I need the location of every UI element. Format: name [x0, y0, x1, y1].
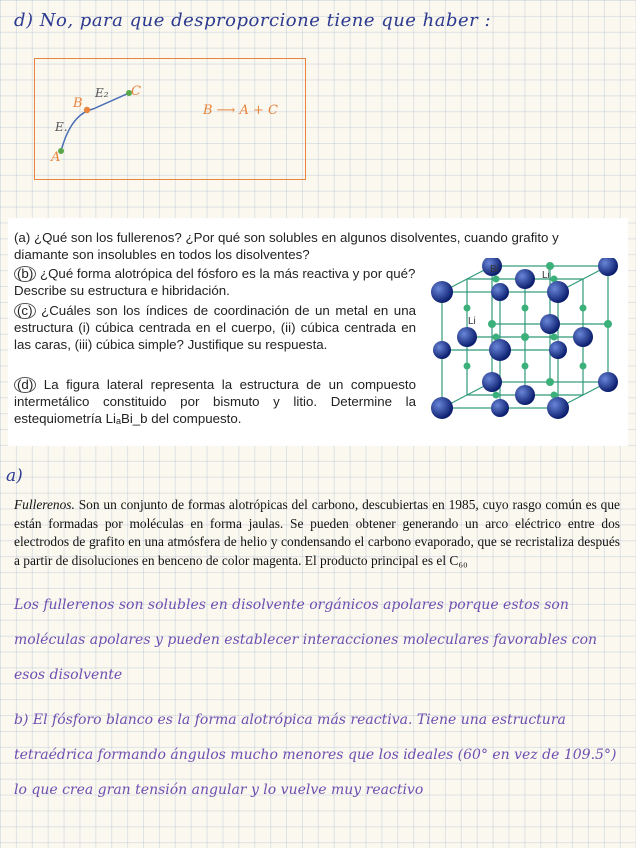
energy-diagram: [35, 59, 307, 181]
question-d: [14, 376, 416, 427]
handwritten-b-line-2: tetraédrica formando ángulos mucho menores que los ideales (60° en vez de 109.5°): [14, 747, 617, 763]
question-d-letter: (d): [14, 377, 36, 393]
handwritten-b-line-1: b) El fósforo blanco es la forma alotrópica más reactiva. Tiene una estructura: [14, 712, 566, 728]
point-b: [84, 107, 90, 113]
handwritten-a-line-3: esos disolvente: [14, 667, 123, 683]
question-panel: [8, 218, 628, 446]
fullerenes-body: Son un conjunto de formas alotrópicas del carbono, descubiertas en 1985, cuyo rasgo común es que están formadas por moléculas en forma jaulas. Se pueden obtener generando un arco eléctrico entre dos electrodos de grafito en una atmósfera de helio y condensando el carbono evaporado, que se recristaliza después a partir de disoluciones en benceno de color magenta. El producto principal es el C₆₀: [14, 497, 620, 568]
fullerenes-definition: [14, 496, 620, 570]
crystal-label-bi: Bi: [490, 264, 499, 275]
question-d-text: La figura lateral representa la estructura de un compuesto intermetálico constituido por bismuto y litio. Determine la estequiometría LiₐBi_b del compuesto.: [14, 377, 416, 426]
handwritten-a-line-1: Los fullerenos son solubles en disolvente orgánicos apolares porque estos son: [14, 597, 569, 613]
label-c: C: [131, 84, 141, 99]
crystal-structure-figure: [428, 258, 624, 434]
question-a-letter: (a): [14, 230, 31, 245]
question-b-letter: (b): [14, 266, 36, 282]
question-c: [14, 302, 416, 353]
handwritten-b-line-3: lo que crea gran tensión angular y lo vuelve muy reactivo: [14, 782, 424, 798]
label-e1: E.: [55, 120, 68, 134]
crystal-label-li-side: Li: [468, 316, 476, 327]
question-a-text: ¿Qué son los fullerenos? ¿Por qué son solubles en algunos disolventes, cuando grafito y diamante son insolubles en todos los disolventes?: [14, 230, 559, 262]
question-b-text: ¿Qué forma alotrópica del fósforo es la más reactiva y por qué? Describe su estructura e hibridación.: [14, 266, 416, 298]
reaction-label: B ⟶ A + C: [203, 103, 278, 118]
label-e2: E₂: [95, 86, 109, 100]
energy-diagram-box: [34, 58, 306, 180]
answer-a-marker: a): [6, 466, 23, 486]
label-b: B: [73, 96, 83, 111]
question-b: [14, 265, 416, 299]
label-a: A: [51, 150, 61, 165]
crystal-label-li-top: Li: [542, 270, 550, 281]
fullerenes-term: Fullerenos.: [14, 497, 75, 512]
energy-path: [61, 93, 129, 151]
heading-d: d) No, para que desproporcione tiene que haber :: [14, 10, 492, 31]
question-c-letter: (c): [14, 303, 36, 319]
question-c-text: ¿Cuáles son los índices de coordinación de un metal en una estructura (i) cúbica centrada en el cuerpo, (ii) cúbica centrada en las caras, (iii) cúbica simple? Justifique su respuesta.: [14, 303, 416, 352]
handwritten-a-line-2: moléculas apolares y pueden establecer interacciones moleculares favorables con: [14, 632, 598, 648]
